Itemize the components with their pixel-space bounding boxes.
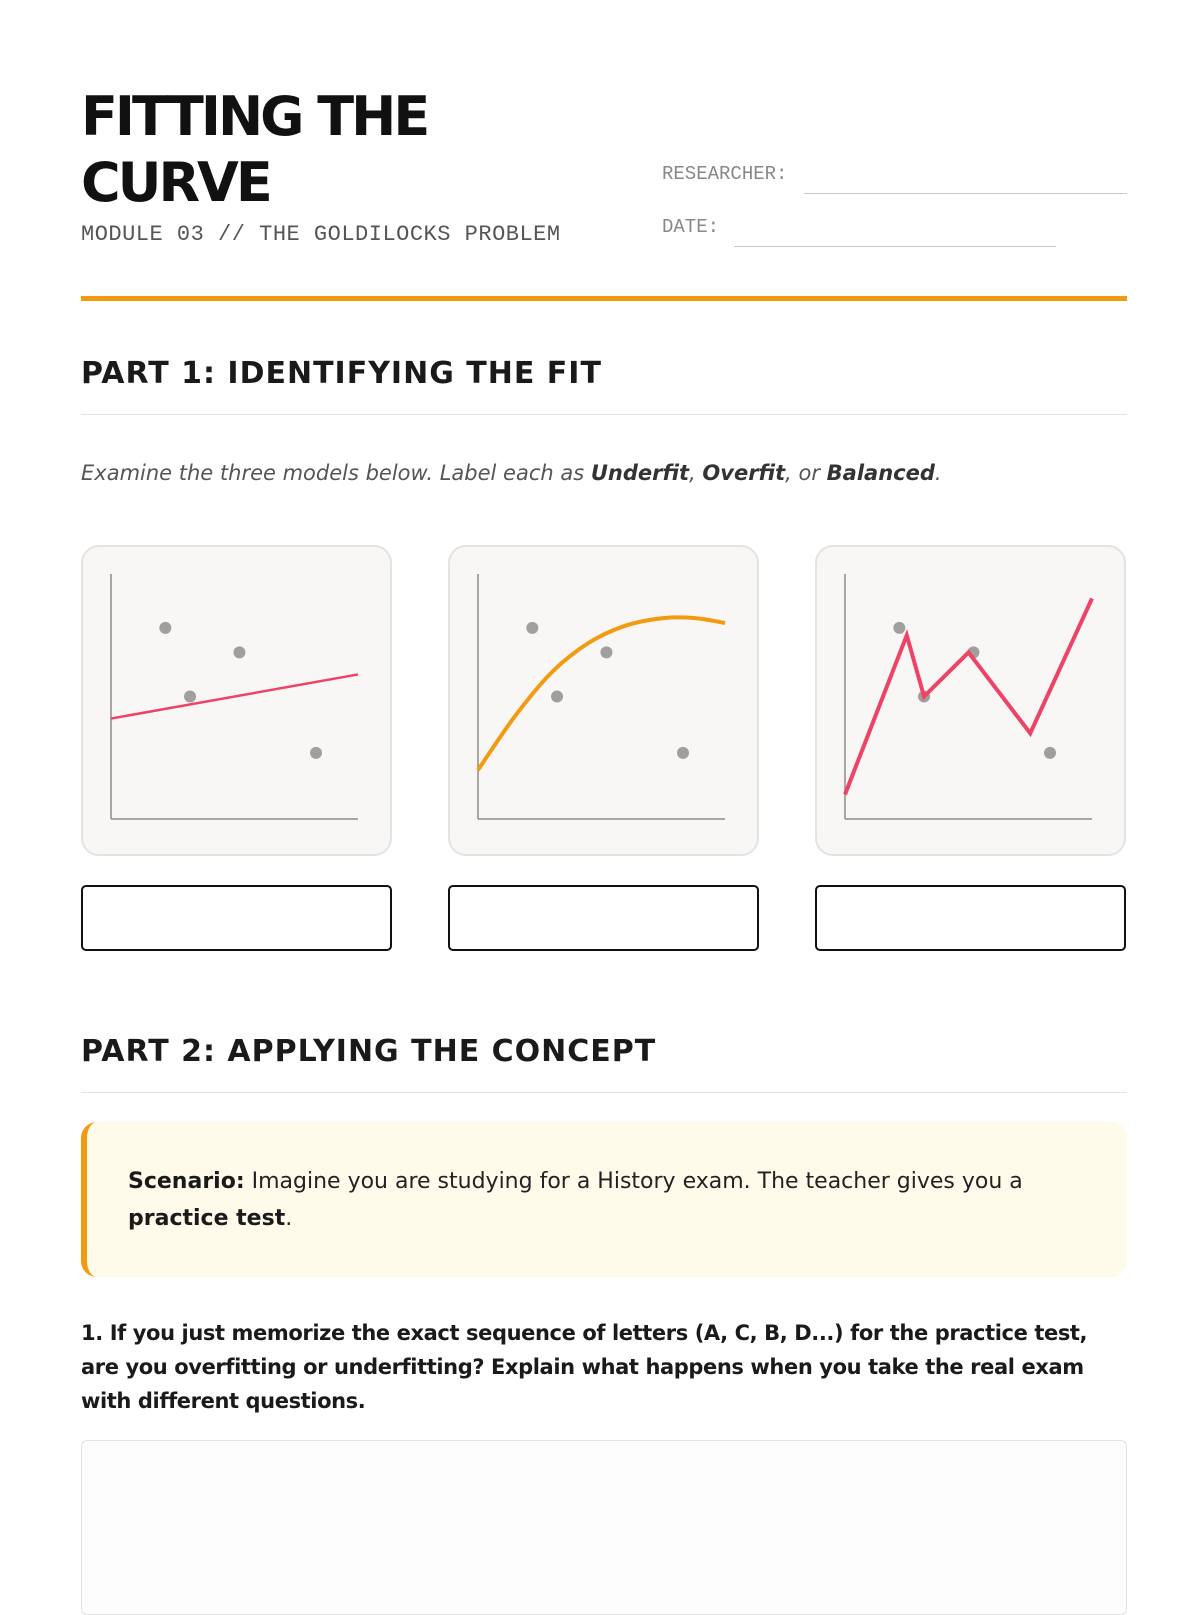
title-line-1: FITTING THE <box>81 85 428 148</box>
option-overfit: Overfit <box>702 461 786 485</box>
module-subtitle: MODULE 03 // THE GOLDILOCKS PROBLEM <box>81 222 561 247</box>
data-point <box>677 747 689 759</box>
instructions-suffix: . <box>934 461 942 485</box>
model-chart-2 <box>448 545 759 856</box>
scenario-callout <box>81 1122 1127 1277</box>
option-balanced: Balanced <box>826 461 935 485</box>
term-overfitting: overfitting <box>174 1355 297 1379</box>
model-chart-1 <box>81 545 392 856</box>
model-fit-polyline <box>845 599 1092 795</box>
question-1-answer-box[interactable] <box>81 1440 1127 1615</box>
model-chart-2-plot <box>450 547 761 858</box>
worksheet-title <box>81 84 601 216</box>
data-point <box>184 691 196 703</box>
question-1 <box>81 1316 1127 1418</box>
model-chart-3 <box>815 545 1126 856</box>
model-chart-3-plot <box>817 547 1128 858</box>
part2-title: PART 2: APPLYING THE CONCEPT <box>81 1034 657 1069</box>
title-line-2: CURVE <box>81 151 270 214</box>
instructions-sep-2: , or <box>785 461 827 485</box>
header-divider <box>81 296 1127 301</box>
date-label: DATE: <box>662 216 720 238</box>
data-point <box>600 646 612 658</box>
part1-divider <box>81 414 1127 415</box>
instructions-sep-1: , <box>689 461 703 485</box>
data-point <box>1044 747 1056 759</box>
term-underfitting: underfitting <box>334 1355 473 1379</box>
data-point <box>310 747 322 759</box>
model-fit-curve <box>478 617 725 770</box>
part2-divider <box>81 1092 1127 1093</box>
question-1-part-3: ? Explain what happens when you take the real exam with different questions. <box>81 1355 1084 1413</box>
researcher-field[interactable] <box>804 193 1127 194</box>
part1-instructions <box>81 461 942 485</box>
model-chart-1-plot <box>83 547 394 858</box>
researcher-label: RESEARCHER: <box>662 163 788 185</box>
scenario-body: Imagine you are studying for a History exam. The teacher gives you a <box>244 1168 1023 1194</box>
data-point <box>893 622 905 634</box>
scenario-emphasis: practice test <box>128 1205 286 1231</box>
model-1-label-box[interactable] <box>81 885 392 951</box>
instructions-prefix: Examine the three models below. Label each as <box>81 461 591 485</box>
scenario-end: . <box>285 1205 293 1231</box>
option-underfit: Underfit <box>590 461 690 485</box>
data-point <box>526 622 538 634</box>
scenario-label: Scenario: <box>128 1168 245 1194</box>
part1-title: PART 1: IDENTIFYING THE FIT <box>81 356 602 391</box>
date-field[interactable] <box>734 246 1056 247</box>
data-point <box>233 646 245 658</box>
question-1-part-2: or <box>296 1355 334 1379</box>
model-2-label-box[interactable] <box>448 885 759 951</box>
data-point <box>551 691 563 703</box>
question-1-part-1: 1. If you just memorize the exact sequence of letters (A, C, B, D...) for the practice test, are you <box>81 1321 1088 1379</box>
model-3-label-box[interactable] <box>815 885 1126 951</box>
data-point <box>159 622 171 634</box>
model-fit-line <box>111 674 358 718</box>
scenario-text <box>128 1163 1067 1237</box>
